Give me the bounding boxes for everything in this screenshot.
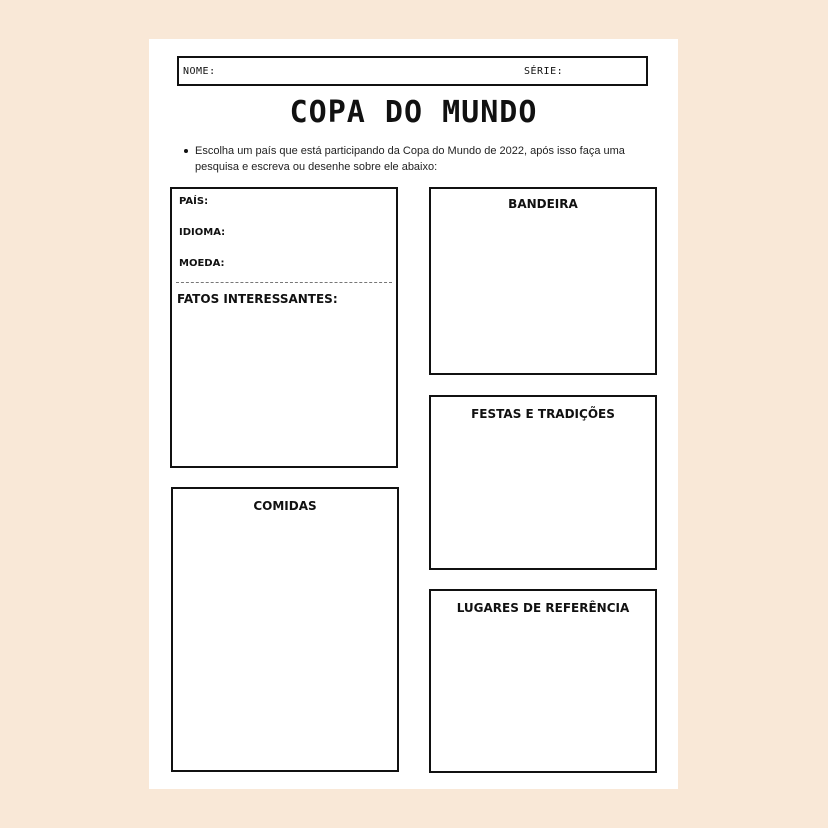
festas-box <box>429 395 657 570</box>
fatos-label: FATOS INTERESSANTES: <box>177 292 338 306</box>
serie-label: SÉRIE: <box>524 66 564 77</box>
dashed-divider <box>176 282 392 283</box>
instruction-text: Escolha um país que está participando da Copa do Mundo de 2022, após isso faça uma pesquisa e escreva ou desenhe sobre ele abaixo: <box>195 145 625 173</box>
moeda-label: MOEDA: <box>179 258 225 269</box>
bullet-icon <box>184 149 188 153</box>
comidas-label: COMIDAS <box>253 499 317 513</box>
pais-label: PAÍS: <box>179 196 209 207</box>
student-info-box <box>177 56 648 86</box>
country-info-box <box>170 187 398 468</box>
lugares-label: LUGARES DE REFERÊNCIA <box>456 601 630 615</box>
bandeira-box <box>429 187 657 375</box>
worksheet-page <box>149 39 678 789</box>
lugares-box <box>429 589 657 773</box>
bandeira-label: BANDEIRA <box>508 197 578 211</box>
festas-label: FESTAS E TRADIÇÕES <box>471 407 615 421</box>
instruction-item <box>195 143 635 175</box>
comidas-box <box>171 487 399 772</box>
nome-label: NOME: <box>183 66 216 77</box>
page-title: COPA DO MUNDO <box>289 95 538 130</box>
idioma-label: IDIOMA: <box>179 227 226 238</box>
